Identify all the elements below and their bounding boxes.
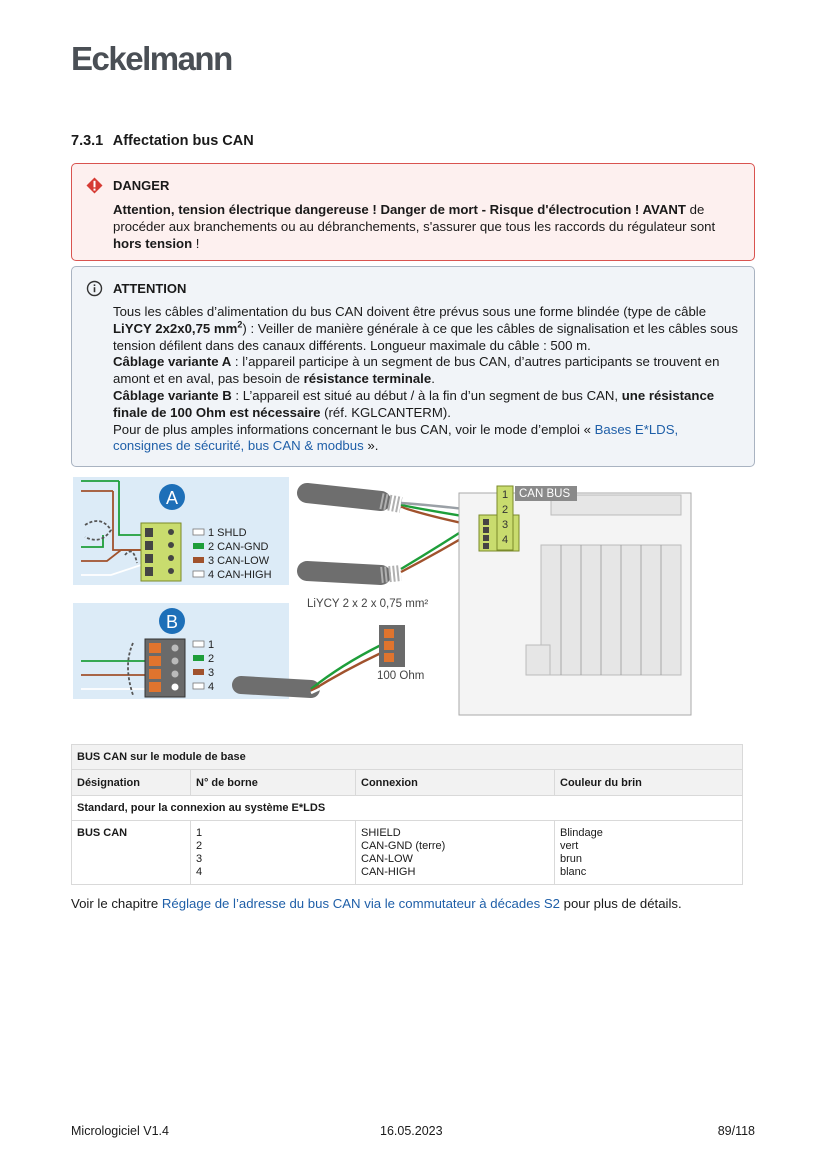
section-number: 7.3.1 (71, 133, 104, 149)
danger-icon (86, 177, 103, 194)
link-canbus-address[interactable]: Réglage de l’adresse du bus CAN via le commutateur à décades S2 (161, 896, 560, 911)
table-row: BUS CAN 1 2 3 4 SHIELD CAN-GND (terre) CAN-LOW CAN-HIGH Blindage vert brun blanc (72, 821, 743, 885)
footer-date: 16.05.2023 (380, 1124, 443, 1138)
legend-b-1: 1 (208, 639, 215, 651)
footer-firmware: Micrologiciel V1.4 (71, 1124, 169, 1138)
variant-a-letter: A (165, 488, 179, 508)
info-icon (86, 280, 103, 297)
legend-a-1: 1 SHLD (208, 527, 247, 539)
cable-type-label: LiYCY 2 x 2 x 0,75 mm² (307, 598, 429, 610)
section-heading (71, 133, 254, 149)
footer-page: 89/118 (717, 1124, 755, 1138)
link-bases-elds[interactable]: Bases E*LDS, consignes de sécurité, bus CAN & modbus (113, 421, 679, 454)
canbus-table (71, 744, 743, 885)
attention-box (71, 266, 755, 467)
danger-text: Attention, tension électrique dangereuse ! Danger de mort - Risque d'électrocution ! AVANT de procéder aux branchements ou au débranchements, s'assurer que tous les raccords du régulateur sont hors tension ! (113, 202, 716, 251)
svg-text:3: 3 (501, 519, 509, 531)
legend-a-4: 4 CAN-HIGH (208, 569, 272, 581)
legend-a-2: 2 CAN-GND (208, 541, 269, 553)
legend-b-2: 2 (208, 653, 215, 665)
cable-upper (307, 493, 481, 535)
col-borne: N° de borne (191, 770, 356, 796)
variant-b-letter: B (165, 612, 179, 632)
section-title: Affectation bus CAN (112, 133, 254, 149)
legend-a-3: 3 CAN-LOW (208, 555, 270, 567)
col-connexion: Connexion (356, 770, 555, 796)
table-subheader: Standard, pour la connexion au système E*LDS (72, 796, 743, 821)
legend-b-4: 4 (208, 681, 215, 693)
danger-label: DANGER (113, 178, 170, 193)
attention-label: ATTENTION (113, 281, 187, 296)
svg-text:4: 4 (501, 534, 509, 546)
col-couleur: Couleur du brin (555, 770, 743, 796)
legend-b-3: 3 (208, 667, 215, 679)
resistor-label: 100 Ohm (377, 670, 425, 682)
canbus-header: CAN BUS (519, 488, 571, 500)
svg-text:2: 2 (501, 504, 509, 516)
see-also-text: Voir le chapitre Réglage de l’adresse du bus CAN via le commutateur à décades S2 pour plus de détails. (71, 896, 682, 911)
danger-box (71, 163, 755, 261)
attention-text: Tous les câbles d’alimentation du bus CAN doivent être prévus sous une forme blindée (type de câble LiYCY 2x2x0,75 $mm^2$) : Veiller de manière générale à ce que les câbles de signalisation et les câbles sous tension défilent dans des canaux différents. Longueur maximale du câble : 500 m. Câblage variante A : l’appareil participe à un segment de bus CAN, d’autres participants se trouvent en amont et en aval, pas besoin de résistance terminale. Câblage variante B : L’appareil est situé au début / à la fin d’un segment de bus CAN, une résistance finale de 100 Ohm est nécessaire (réf. KGLCANTERM). Pour de plus amples informations concernant le bus CAN, voir le mode d’emploi « Bases E*LDS, consignes de sécurité, bus CAN & modbus ». (113, 304, 738, 454)
col-designation: Désignation (72, 770, 191, 796)
canbus-wiring-diagram (71, 475, 721, 725)
svg-text:1: 1 (501, 489, 509, 501)
device-module (459, 486, 691, 715)
table-title: BUS CAN sur le module de base (72, 745, 743, 770)
brand-logo: Eckelmann (71, 40, 232, 77)
